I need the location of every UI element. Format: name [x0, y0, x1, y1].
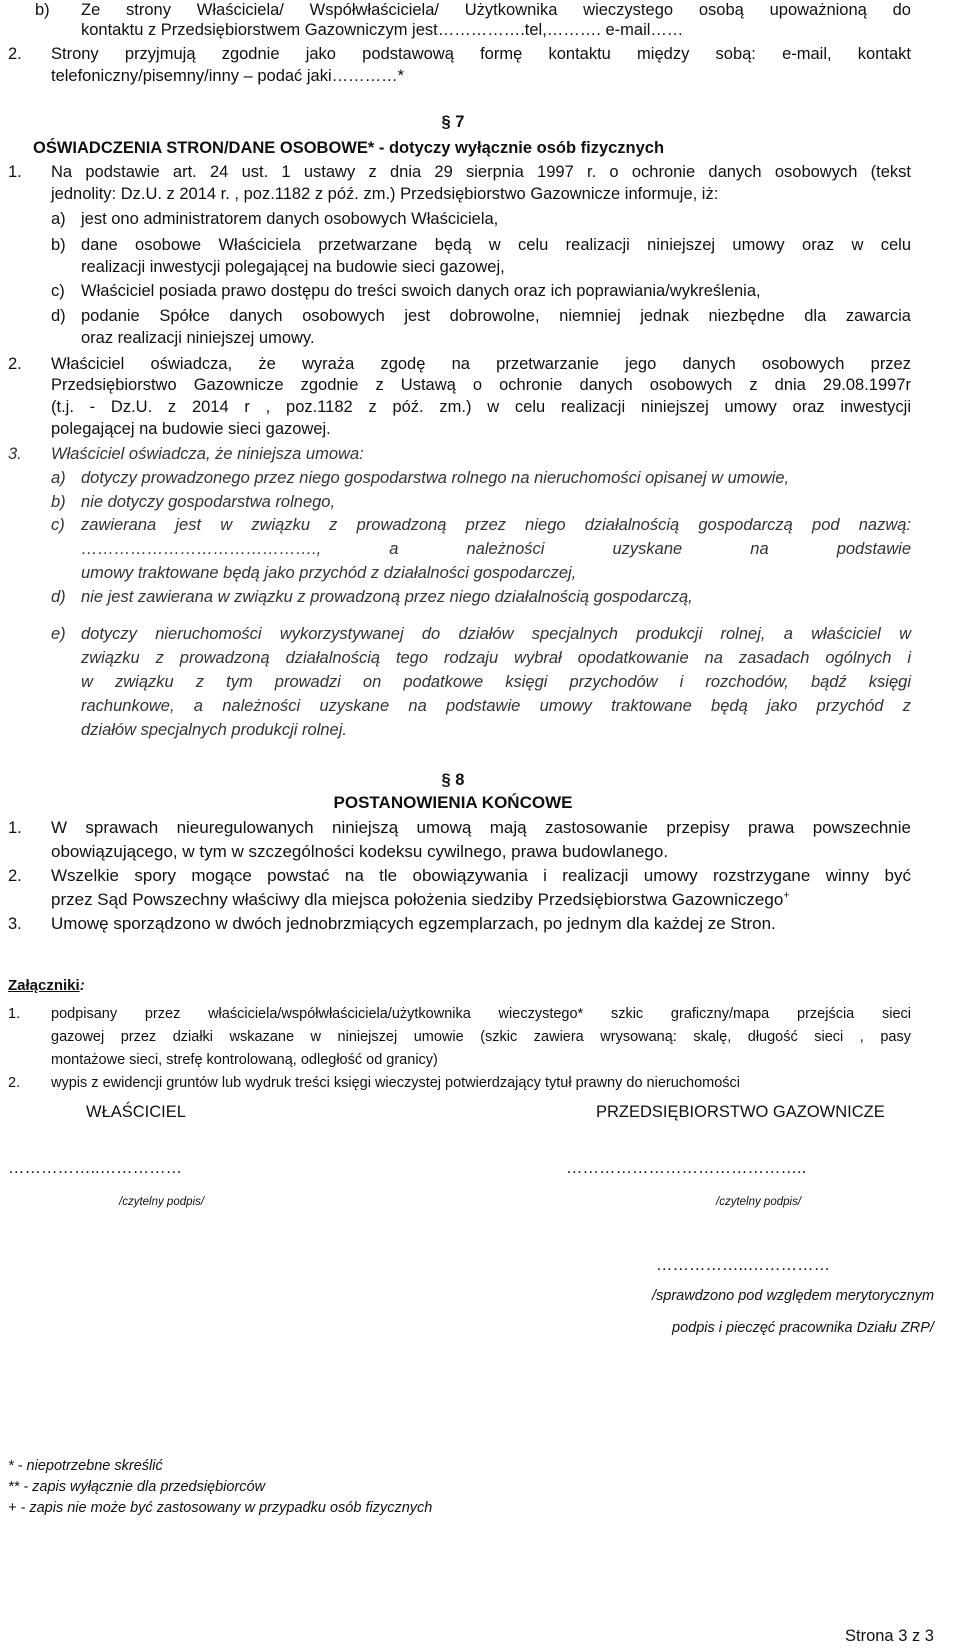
list-item: rachunkowe, a należności uzyskane na podstawie umowy traktowane będą jako przychód z: [81, 697, 911, 715]
contact-person-line: kontaktu z Przedsiębiorstwem Gazowniczym jest…………….tel,………. e-mail……: [81, 21, 684, 39]
section-title: OŚWIADCZENIA STRON/DANE OSOBOWE* - dotyczy wyłącznie osób fizycznych: [33, 139, 665, 157]
item-label: 2.: [8, 355, 22, 373]
paragraph-line: przez Sąd Powszechny właściwy dla miejsca położenia siedziby Przedsiębiorstwa Gazowniczego+: [51, 889, 790, 909]
footnote: + - zapis nie może być zastosowany w przypadku osób fizycznych: [8, 1500, 433, 1516]
list-item: działów specjalnych produkcji rolnej.: [81, 721, 347, 739]
paragraph-line: W sprawach nieuregulowanych niniejszą umową mają zastosowanie przepisy prawa powszechnie: [51, 818, 911, 837]
item-label: 2.: [8, 1075, 21, 1091]
paragraph-line: Wszelkie spory mogące powstać na tle obowiązywania i realizacji umowy rozstrzygane winny być: [51, 866, 911, 885]
item-label: 2.: [8, 45, 22, 63]
list-item: zawierana jest w związku z prowadzoną przez niego działalnością gospodarczą pod nazwą:: [81, 516, 911, 534]
list-item: w związku z tym prowadzi on podatkowe księgi przychodów i rozchodów, bądź księgi: [81, 673, 911, 691]
paragraph-line: Na podstawie art. 24 ust. 1 ustawy z dnia 29 sierpnia 1997 r. o ochronie danych osobowych (tekst: [51, 163, 911, 181]
attachment-line: wypis z ewidencji gruntów lub wydruk treści księgi wieczystej potwierdzający tytuł prawny do nieruchomości: [51, 1075, 741, 1091]
list-item: Właściciel posiada prawo dostępu do treści swoich danych oraz ich poprawiania/wykreślenia,: [81, 282, 761, 300]
attachment-line: podpisany przez właściciela/współwłaściciela/użytkownika wieczystego* szkic graficzny/mapa przejścia sieci: [51, 1006, 911, 1022]
verification-signature-line: ……………..……………: [656, 1256, 831, 1274]
list-item: jest ono administratorem danych osobowych Właściciela,: [81, 210, 499, 228]
paragraph-line: Właściciel oświadcza, że niniejsza umowa:: [51, 445, 364, 463]
item-label: 1.: [8, 163, 22, 181]
item-label: c): [51, 282, 65, 300]
list-item: nie jest zawierana w związku z prowadzoną przez niego działalnością gospodarczą,: [81, 588, 693, 606]
footnote-marker: +: [783, 889, 790, 902]
paragraph-line: Przedsiębiorstwo Gazownicze zgodnie z Ustawą o ochronie danych osobowych z dnia 29.08.1997r: [51, 376, 911, 394]
footnote: ** - zapis wyłącznie dla przedsiębiorców: [8, 1479, 266, 1495]
list-item: związku z prowadzoną działalnością tego rodzaju wybrał opodatkowanie na zasadach ogólnych i: [81, 649, 911, 667]
company-signature-line: ……………………………………..: [566, 1159, 807, 1177]
attachment-line: gazowej przez działki wskazane w niniejszej umowie (szkic zawiera wrysowaną: skalę, długość sieci , pasy: [51, 1029, 911, 1045]
item-label: d): [51, 588, 66, 606]
item-label: e): [51, 625, 66, 643]
list-item: dotyczy prowadzonego przez niego gospodarstwa rolnego na nieruchomości opisanej w umowie,: [81, 469, 790, 487]
owner-signature-line: ……………..……………: [8, 1159, 183, 1177]
list-item: oraz realizacji niniejszej umowy.: [81, 329, 315, 347]
company-signature-caption: /czytelny podpis/: [716, 1196, 802, 1208]
owner-signature-caption: /czytelny podpis/: [119, 1196, 205, 1208]
paragraph-line: obowiązującego, w tym w szczególności kodeksu cywilnego, prawa budowlanego.: [51, 842, 669, 861]
section-title: POSTANOWIENIA KOŃCOWE: [333, 793, 573, 812]
paragraph-line: Właściciel oświadcza, że wyraża zgodę na przetwarzanie jego danych osobowych przez: [51, 355, 911, 373]
item-label: d): [51, 307, 66, 325]
item-label: b): [51, 236, 66, 254]
attachment-line: montażowe sieci, strefę kontrolowaną, odległość od granicy): [51, 1052, 438, 1068]
item-label: 1.: [8, 1006, 21, 1022]
list-item: dane osobowe Właściciela przetwarzane będą w celu realizacji niniejszej umowy oraz w celu: [81, 236, 911, 254]
paragraph-line: (t.j. - Dz.U. z 2014 r , poz.1182 z póź. zm.) w celu realizacji niniejszej umowy oraz inwestycji: [51, 398, 911, 416]
section-number: § 8: [441, 771, 465, 789]
section-number: § 7: [441, 113, 465, 131]
list-item: nie dotyczy gospodarstwa rolnego,: [81, 493, 336, 511]
item-label: c): [51, 516, 65, 534]
verification-caption: podpis i pieczęć pracownika Działu ZRP/: [672, 1320, 934, 1336]
paragraph-line: polegającej na budowie sieci gazowej.: [51, 420, 331, 438]
list-item: realizacji inwestycji polegającej na budowie sieci gazowej,: [81, 258, 505, 276]
list-item: ……………………………………., a należności uzyskane na podstawie: [81, 540, 911, 558]
page-number: Strona 3 z 3: [845, 1627, 934, 1645]
item-label: b): [35, 1, 50, 19]
item-label: 3.: [8, 445, 22, 463]
item-label: 3.: [8, 915, 22, 933]
contact-form-line: Strony przyjmują zgodnie jako podstawową formę kontaktu między sobą: e-mail, kontakt: [51, 45, 911, 63]
item-label: b): [51, 493, 66, 511]
item-label: 2.: [8, 867, 22, 885]
list-item: podanie Spółce danych osobowych jest dobrowolne, niemniej jednak niezbędne dla zawarcia: [81, 307, 911, 325]
list-item: umowy traktowane będą jako przychód z działalności gospodarczej,: [81, 564, 577, 582]
attachments-heading: Załączniki:: [8, 977, 85, 994]
footnote: * - niepotrzebne skreślić: [8, 1458, 163, 1474]
item-label: a): [51, 469, 66, 487]
contact-person-line: Ze strony Właściciela/ Współwłaściciela/ Użytkownika wieczystego osobą upoważnioną do: [81, 1, 911, 19]
item-label: a): [51, 210, 66, 228]
owner-signature-label: WŁAŚCICIEL: [86, 1103, 186, 1121]
paragraph-line: Umowę sporządzono w dwóch jednobrzmiących egzemplarzach, po jednym dla każdej ze Stron.: [51, 914, 776, 933]
paragraph-line: jednolity: Dz.U. z 2014 r. , poz.1182 z póź. zm.) Przedsiębiorstwo Gazownicze informuje, iż:: [51, 185, 719, 203]
list-item: dotyczy nieruchomości wykorzystywanej do działów specjalnych produkcji rolnej, a właściciel w: [81, 625, 911, 643]
verification-caption: /sprawdzono pod względem merytorycznym: [652, 1288, 935, 1304]
item-label: 1.: [8, 819, 22, 837]
company-signature-label: PRZEDSIĘBIORSTWO GAZOWNICZE: [596, 1103, 885, 1121]
contact-form-line: telefoniczny/pisemny/inny – podać jaki…………*: [51, 67, 405, 85]
